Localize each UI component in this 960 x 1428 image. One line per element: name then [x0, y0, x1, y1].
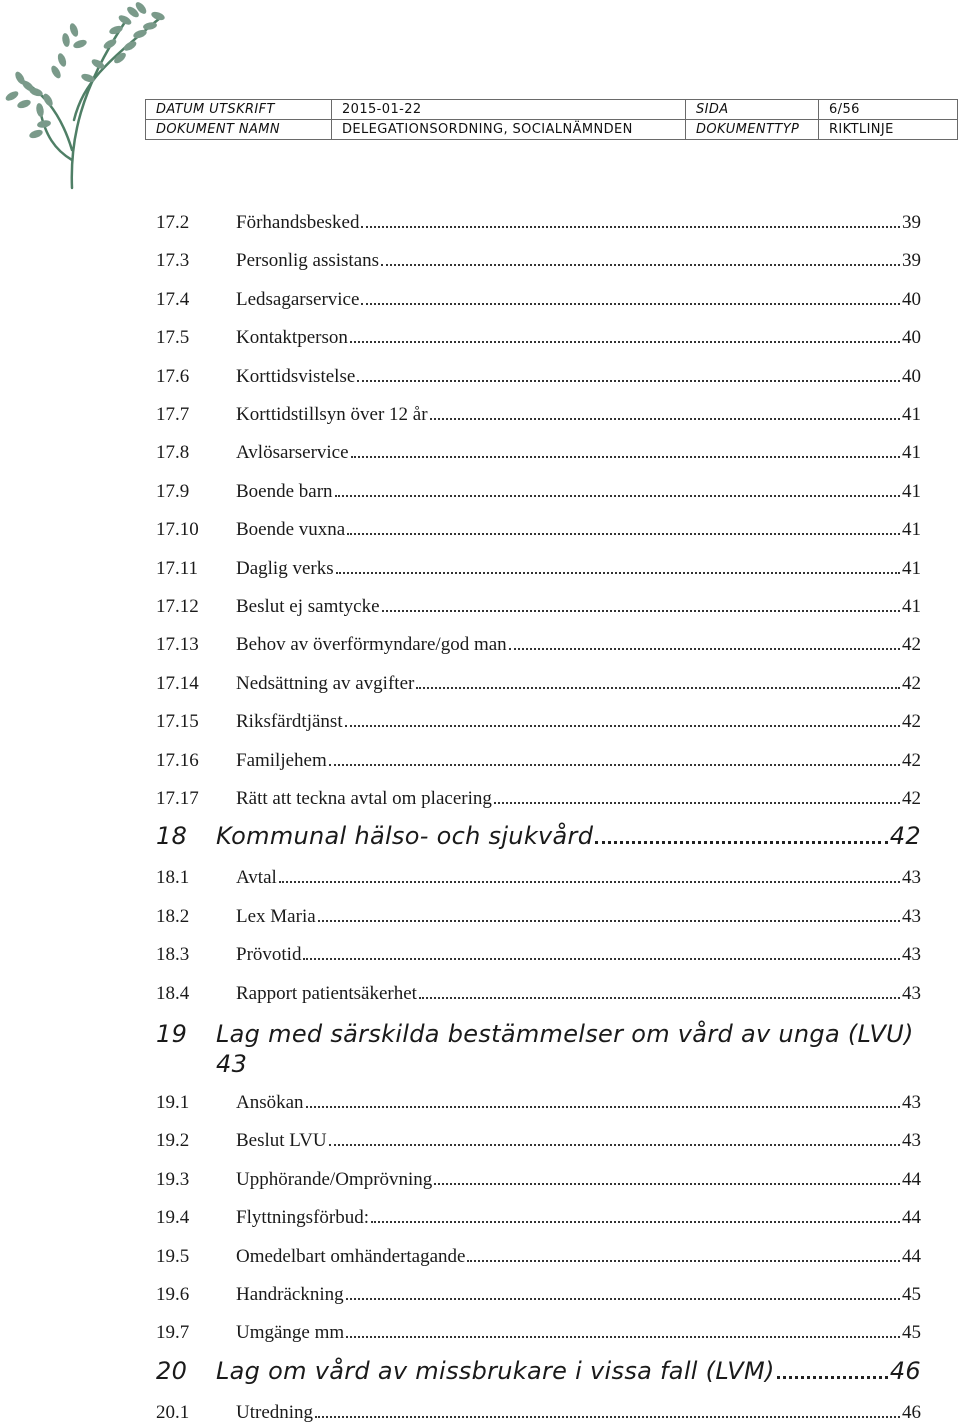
toc-entry [156, 596, 921, 618]
toc-entry-title: Ansökan [236, 1092, 304, 1113]
header-label-document-type: DOKUMENTTYP [686, 120, 819, 140]
toc-entry [156, 634, 921, 656]
toc-entry-title: Umgänge mm [236, 1322, 345, 1344]
toc-entry [156, 750, 921, 772]
toc-entry-number: 18.2 [156, 905, 190, 927]
toc-entry-number: 17.7 [156, 404, 190, 425]
toc-entry-number: 19.1 [156, 1092, 190, 1113]
toc-entry-number: 17.5 [156, 327, 190, 349]
toc-dot-leader [306, 1106, 900, 1108]
toc-entry [156, 558, 921, 580]
toc-entry [156, 1322, 921, 1344]
toc-dot-leader [361, 226, 900, 228]
toc-entry-page: 41 [902, 596, 921, 617]
header-row-print [146, 100, 958, 120]
toc-entry-number: 17.13 [156, 634, 199, 656]
toc-entry-page: 41 [902, 404, 921, 425]
toc-entry-title: Upphörande/Omprövning [236, 1168, 433, 1190]
toc-entry-title: Boende barn [236, 480, 333, 502]
toc-entry [156, 442, 921, 464]
leaf-logo-icon [0, 0, 175, 195]
toc-dot-leader [336, 572, 900, 574]
toc-entry-number: 17.15 [156, 711, 199, 733]
toc-entry-title: Handräckning [236, 1284, 344, 1305]
toc-dot-leader [318, 920, 900, 922]
toc-entry-number: 17.2 [156, 212, 190, 233]
toc-entry-number: 17.16 [156, 749, 199, 771]
toc-entry-title: Familjehem [236, 749, 327, 771]
toc-entry-page: 42 [902, 634, 921, 656]
toc-entry [156, 906, 921, 928]
toc-entry-title: Daglig verks [236, 557, 334, 579]
toc-heading-entry [156, 822, 921, 850]
toc-entry [156, 212, 921, 234]
toc-entry-title: Kommunal hälso- och sjukvård [216, 822, 594, 851]
toc-dot-leader [467, 1260, 900, 1262]
toc-entry-title: Förhandsbesked [236, 212, 360, 233]
toc-dot-leader [347, 533, 900, 535]
toc-entry-title: Beslut ej samtycke [236, 596, 380, 617]
toc-entry [156, 1092, 921, 1114]
toc-dot-leader [351, 456, 900, 458]
toc-entry-page: 43 [902, 982, 921, 1004]
toc-dot-leader [303, 958, 900, 960]
toc-entry-page: 41 [902, 557, 921, 579]
toc-entry-number: 17.17 [156, 788, 199, 809]
toc-entry-page: 41 [902, 519, 921, 541]
toc-entry-title: Rätt att teckna avtal om placering [236, 788, 492, 809]
toc-dot-leader [509, 648, 900, 650]
toc-dot-leader [315, 1416, 900, 1418]
toc-dot-leader [361, 303, 900, 305]
toc-entry-number: 19.6 [156, 1284, 190, 1305]
toc-entry-page: 42 [902, 788, 921, 809]
toc-entry-page: 45 [902, 1284, 921, 1305]
header-label-print-date: DATUM UTSKRIFT [146, 100, 332, 120]
toc-entry-page: 46 [902, 1401, 921, 1423]
toc-dot-leader [329, 1144, 900, 1146]
toc-entry [156, 788, 921, 810]
toc-entry-number: 19.5 [156, 1245, 190, 1267]
toc-entry-page: 40 [902, 327, 921, 349]
toc-entry-page: 42 [902, 711, 921, 733]
toc-entry-title: Kontaktperson [236, 327, 348, 349]
toc-entry-number: 19.3 [156, 1168, 190, 1190]
toc-entry [156, 944, 921, 966]
toc-entry-title: Boende vuxna [236, 519, 346, 541]
toc-dot-leader [279, 881, 900, 883]
toc-entry [156, 519, 921, 541]
toc-entry-number: 19.7 [156, 1322, 190, 1344]
toc-entry-number: 17.4 [156, 288, 190, 310]
toc-entry-number: 17.12 [156, 596, 199, 617]
toc-dot-leader [329, 764, 900, 766]
toc-entry-number: 20 [156, 1356, 188, 1385]
toc-entry-title: Behov av överförmyndare/god man [236, 634, 507, 656]
toc-entry-number: 17.3 [156, 250, 190, 272]
toc-entry [156, 983, 921, 1005]
toc-entry-title: Personlig assistans [236, 250, 380, 272]
toc-entry [156, 327, 921, 349]
toc-entry-number: 19 [156, 1020, 188, 1048]
toc-entry-title: Nedsättning av avgifter [236, 672, 415, 694]
toc-entry-page: 42 [902, 672, 921, 694]
toc-dot-leader [416, 687, 900, 689]
toc-entry-number: 18.3 [156, 944, 190, 966]
toc-entry [156, 366, 921, 388]
toc-entry-page: 43 [902, 1130, 921, 1152]
toc-entry-title: Prövotid [236, 944, 302, 966]
toc-entry-title: Lag med särskilda bestämmelser om vård av unga (LVU) [216, 1020, 914, 1048]
toc-entry [156, 404, 921, 426]
toc-entry-title: Avlösarservice [236, 442, 349, 464]
toc-entry [156, 673, 921, 695]
toc-heading-entry [156, 1019, 921, 1079]
toc-entry-number: 19.2 [156, 1130, 190, 1152]
toc-dot-leader [382, 610, 900, 612]
toc-entry [156, 711, 921, 733]
toc-entry-page: 39 [902, 250, 921, 272]
toc-entry-page: 46 [889, 1356, 921, 1385]
toc-entry-page: 43 [902, 867, 921, 889]
toc-entry [156, 1284, 921, 1306]
toc-entry-page: 40 [902, 288, 921, 310]
toc-entry-page: 41 [902, 442, 921, 464]
toc-dot-leader [350, 341, 900, 343]
toc-dot-leader [346, 1298, 900, 1300]
toc-entry-title: Ledsagarservice [236, 288, 360, 310]
toc-entry [156, 481, 921, 503]
toc-entry [156, 1130, 921, 1152]
toc-dot-leader [434, 1183, 900, 1185]
toc-dot-leader [381, 264, 900, 266]
toc-entry-title: Korttidstillsyn över 12 år [236, 404, 428, 425]
toc-entry-page: 41 [902, 480, 921, 502]
toc-entry-page: 43 [902, 944, 921, 966]
toc-entry-number: 17.8 [156, 442, 190, 464]
toc-entry-page: 44 [902, 1168, 921, 1190]
toc-entry-page: 40 [902, 365, 921, 387]
toc-entry-page: 44 [902, 1207, 921, 1229]
toc-dot-leader [595, 841, 888, 844]
toc-dot-leader [346, 1336, 900, 1338]
toc-entry-title: Omedelbart omhändertagande [236, 1245, 466, 1267]
toc-dot-leader [494, 802, 900, 804]
toc-dot-leader [430, 418, 900, 420]
toc-entry [156, 1246, 921, 1268]
toc-heading-entry [156, 1357, 921, 1385]
toc-entry-page: 43 [902, 1092, 921, 1113]
toc-entry-number: 17.14 [156, 672, 199, 694]
toc-entry-title: Korttidsvistelse [236, 365, 356, 387]
header-value-page: 6/56 [819, 100, 958, 120]
toc-entry-title: Beslut LVU [236, 1130, 327, 1152]
toc-entry [156, 289, 921, 311]
toc-entry-number: 20.1 [156, 1401, 190, 1423]
toc-entry-page: 44 [902, 1245, 921, 1267]
toc-entry-title: Lag om vård av missbrukare i vissa fall (LVM) [216, 1356, 775, 1385]
toc-entry [156, 867, 921, 889]
toc-entry-page: 42 [902, 749, 921, 771]
toc-entry-page: 43 [902, 905, 921, 927]
toc-dot-leader [345, 725, 900, 727]
toc-entry-title: Riksfärdtjänst [236, 711, 343, 733]
toc-entry-number: 18 [156, 822, 188, 851]
toc-entry [156, 250, 921, 272]
header-value-document-type: RIKTLINJE [819, 120, 958, 140]
header-value-print-date: 2015-01-22 [332, 100, 686, 120]
toc-entry-title: Utredning [236, 1401, 314, 1423]
header-label-page: SIDA [686, 100, 819, 120]
toc-entry-number: 17.10 [156, 519, 199, 541]
toc-entry-title: Rapport patientsäkerhet [236, 982, 417, 1004]
toc-entry-title: Lex Maria [236, 905, 316, 927]
toc-dot-leader [357, 380, 900, 382]
header-label-document-name: DOKUMENT NAMN [146, 120, 332, 140]
toc-entry [156, 1169, 921, 1191]
toc-dot-leader [371, 1221, 900, 1223]
toc-dot-leader [419, 997, 900, 999]
toc-entry-number: 17.6 [156, 365, 190, 387]
toc-entry-page: 39 [902, 212, 921, 233]
toc-entry [156, 1402, 921, 1424]
header-row-document [146, 120, 958, 140]
toc-entry-number: 18.1 [156, 867, 190, 889]
toc-entry-page: 45 [902, 1322, 921, 1344]
document-header-table [145, 99, 958, 140]
toc-entry-title: Flyttningsförbud: [236, 1207, 370, 1229]
toc-dot-leader [777, 1376, 888, 1379]
header-value-document-name: DELEGATIONSORDNING, SOCIALNÄMNDEN [332, 120, 686, 140]
toc-entry-page: 42 [889, 822, 921, 851]
toc-entry-page: 43 [216, 1050, 248, 1078]
toc-entry-number: 18.4 [156, 982, 190, 1004]
toc-entry-number: 17.9 [156, 480, 190, 502]
toc-entry-number: 19.4 [156, 1207, 190, 1229]
toc-entry-number: 17.11 [156, 557, 199, 579]
toc-dot-leader [335, 495, 900, 497]
toc-entry-title: Avtal [236, 867, 277, 889]
toc-entry [156, 1207, 921, 1229]
